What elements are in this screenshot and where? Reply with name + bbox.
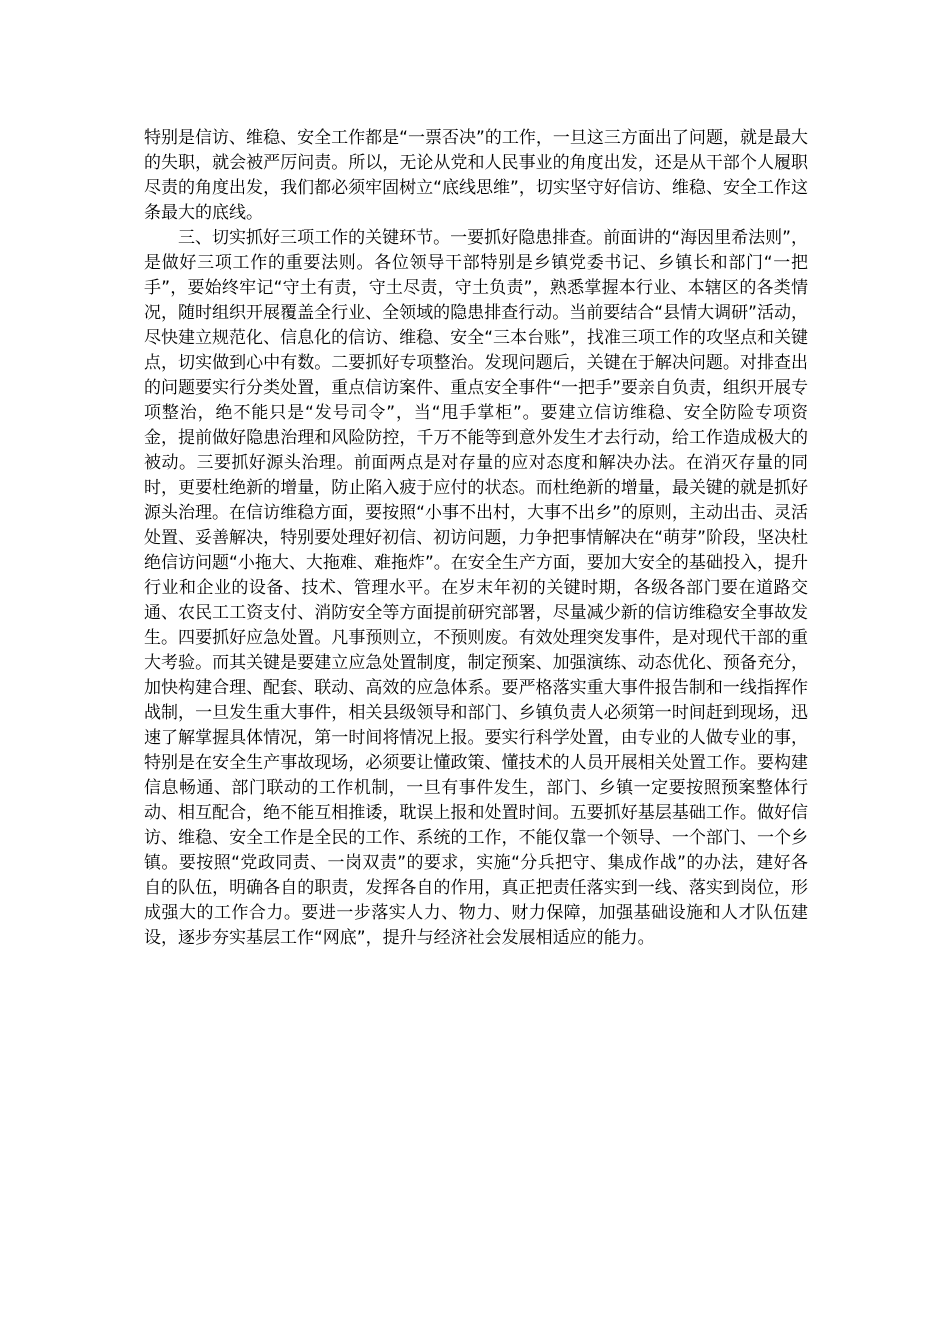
document-body: [144, 126, 808, 951]
paragraph-1: 特别是信访、维稳、安全工作都是“一票否决”的工作，一旦这三方面出了问题，就是最大的失职，就会被严厉问责。所以，无论从党和人民事业的角度出发，还是从干部个人履职尽责的角度出发，我们都必须牢固树立“底线思维”，切实坚守好信访、维稳、安全工作这条最大的底线。: [144, 128, 808, 223]
paragraph-2: 三、切实抓好三项工作的关键环节。一要抓好隐患排查。前面讲的“海因里希法则”，是做好三项工作的重要法则。各位领导干部特别是乡镇党委书记、乡镇长和部门“一把手”，要始终牢记“守土有责，守土尽责，守土负责”，熟悉掌握本行业、本辖区的各类情况，随时组织开展覆盖全行业、全领域的隐患排查行动。当前要结合“县情大调研”活动，尽快建立规范化、信息化的信访、维稳、安全“三本台账”，找准三项工作的攻坚点和关键点，切实做到心中有数。二要抓好专项整治。发现问题后，关键在于解决问题。对排查出的问题要实行分类处置，重点信访案件、重点安全事件“一把手”要亲自负责，组织开展专项整治，绝不能只是“发号司令”，当“甩手掌柜”。要建立信访维稳、安全防险专项资金，提前做好隐患治理和风险防控，千万不能等到意外发生才去行动，给工作造成极大的被动。三要抓好源头治理。前面两点是对存量的应对态度和解决办法。在消灭存量的同时，更要杜绝新的增量，防止陷入疲于应付的状态。而杜绝新的增量，最关键的就是抓好源头治理。在信访维稳方面，要按照“小事不出村，大事不出乡”的原则，主动出击、灵活处置、妥善解决，特别要处理好初信、初访问题，力争把事情解决在“萌芽”阶段，坚决杜绝信访问题“小拖大、大拖难、难拖炸”。在安全生产方面，要加大安全的基础投入，提升行业和企业的设备、技术、管理水平。在岁末年初的关键时期，各级各部门要在道路交通、农民工工资支付、消防安全等方面提前研究部署，尽量减少新的信访维稳安全事故发生。四要抓好应急处置。凡事预则立，不预则废。有效处理突发事件，是对现代干部的重大考验。而其关键是要建立应急处置制度，制定预案、加强演练、动态优化、预备充分，加快构建合理、配套、联动、高效的应急体系。要严格落实重大事件报告制和一线指挥作战制，一旦发生重大事件，相关县级领导和部门、乡镇负责人必须第一时间赶到现场，迅速了解掌握具体情况，第一时间将情况上报。要实行科学处置，由专业的人做专业的事，特别是在安全生产事故现场，必须要让懂政策、懂技术的人员开展相关处置工作。要构建信息畅通、部门联动的工作机制，一旦有事件发生，部门、乡镇一定要按照预案整体行动、相互配合，绝不能互相推诿，耽误上报和处置时间。五要抓好基层基础工作。做好信访、维稳、安全工作是全民的工作、系统的工作，不能仅靠一个领导、一个部门、一个乡镇。要按照“党政同责、一岗双责”的要求，实施“分兵把守、集成作战”的办法，建好各自的队伍，明确各自的职责，发挥各自的作用，真正把责任落实到一线、落实到岗位，形成强大的工作合力。要进一步落实人力、物力、财力保障，加强基础设施和人才队伍建设，逐步夯实基层工作“网底”，提升与经济社会发展相适应的能力。: [144, 228, 808, 948]
